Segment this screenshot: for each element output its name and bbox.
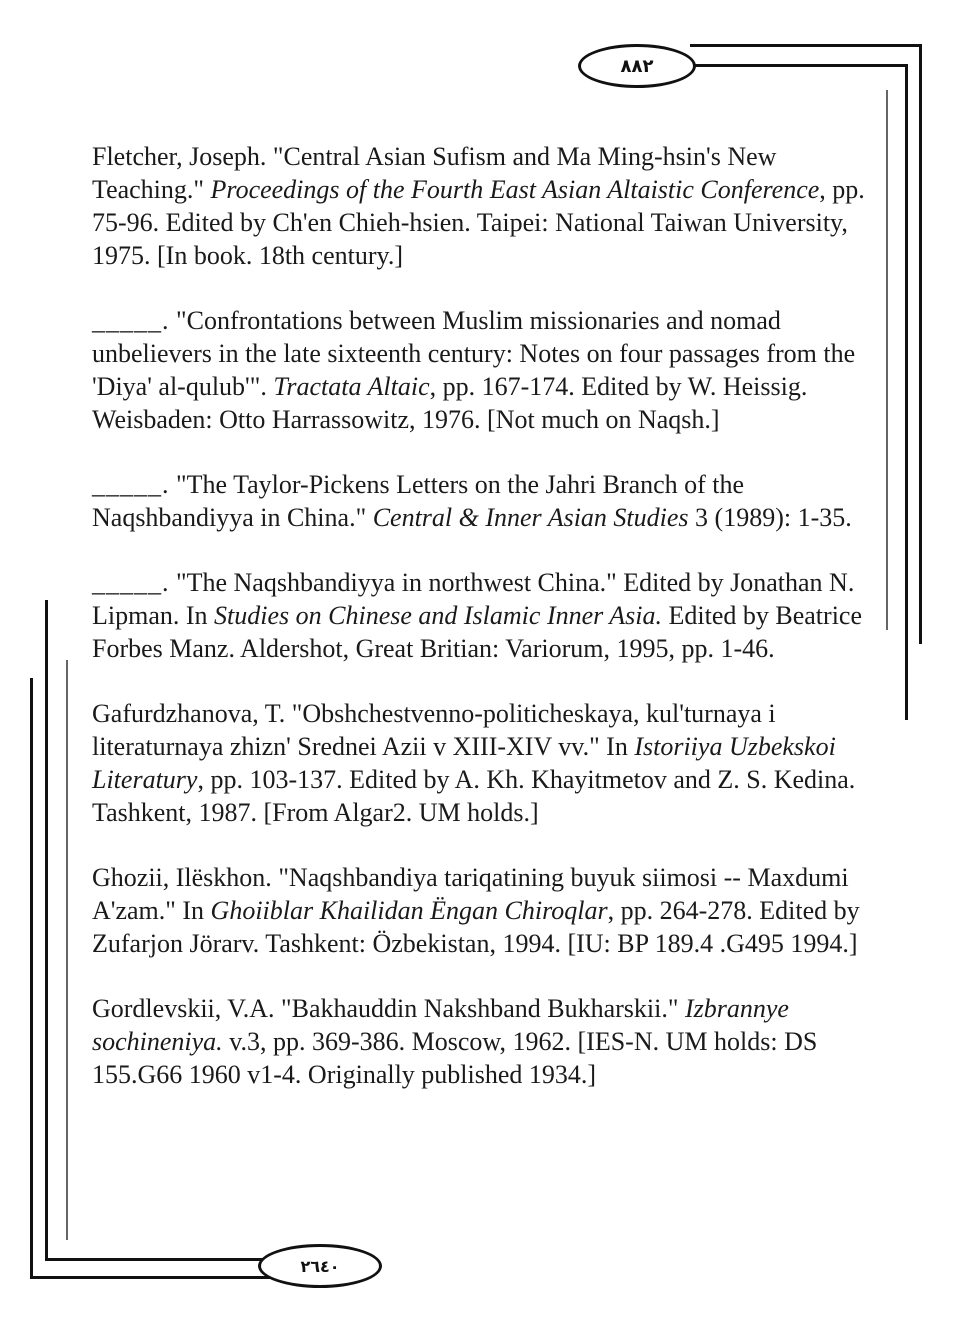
entry-text: "The Taylor-Pickens Letters on the Jahri Branch of the Naqshbandiyya in China."	[92, 470, 745, 532]
entry-text: "Confrontations between Muslim missionaries and nomad unbelievers in the late sixteenth century: Notes on four passages from the 'Diya' al-qulub'".	[92, 306, 856, 401]
entry-title: Izbrannye sochineniya.	[92, 994, 789, 1056]
bib-entry	[92, 861, 892, 960]
bib-entry	[92, 140, 892, 272]
entry-text: "Naqshbandiya tariqatining buyuk siimosi -- Maxdumi A'zam." In	[92, 863, 849, 925]
bibliography-list	[92, 140, 892, 1123]
frame-right-line-outer	[919, 44, 922, 644]
bib-entry	[92, 992, 892, 1091]
frame-left-line-inner	[45, 600, 48, 1260]
entry-text: "The Naqshbandiyya in northwest China." Edited by Jonathan N. Lipman. In	[92, 568, 855, 630]
entry-details: , pp. 264-278. Edited by Zufarjon Jörarv. Tashkent: Özbekistan, 1994. [IU: BP 189.4 .G495 1994.]	[92, 896, 860, 958]
entry-author: Gordlevskii, V.A.	[92, 994, 275, 1023]
entry-title: Studies on Chinese and Islamic Inner Asia.	[214, 601, 663, 630]
top-page-number: ٨٨٢	[578, 44, 696, 88]
entry-author: _____.	[92, 568, 170, 597]
entry-details: , pp. 167-174. Edited by W. Heissig. Weisbaden: Otto Harrassowitz, 1976. [Not much on Naqsh.]	[92, 372, 808, 434]
frame-left-line-outer	[30, 678, 33, 1278]
entry-title: Tractata Altaic	[273, 372, 430, 401]
entry-author: Gafurdzhanova, T.	[92, 699, 286, 728]
entry-author: Ghozii, Ilëskhon.	[92, 863, 272, 892]
bib-entry	[92, 304, 892, 436]
entry-title: Central & Inner Asian Studies	[372, 503, 689, 532]
bib-entry	[92, 468, 892, 534]
entry-details: 3 (1989): 1-35.	[688, 503, 852, 532]
entry-title: Proceedings of the Fourth East Asian Altaistic Conference	[210, 175, 820, 204]
bottom-page-number: ٢٦٤٠	[258, 1244, 382, 1288]
entry-details: v.3, pp. 369-386. Moscow, 1962. [IES-N. UM holds: DS 155.G66 1960 v1-4. Originally published 1934.]	[92, 1027, 818, 1089]
entry-author: Fletcher, Joseph.	[92, 142, 267, 171]
entry-title: Ghoiiblar Khailidan Ëngan Chiroqlar	[210, 896, 608, 925]
frame-left-line-thin	[66, 660, 68, 1240]
entry-text: "Bakhauddin Nakshband Bukharskii."	[274, 994, 685, 1023]
entry-details: , pp. 75-96. Edited by Ch'en Chieh-hsien. Taipei: National Taiwan University, 1975. [In book. 18th century.]	[92, 175, 865, 270]
entry-text: "Obshchestvenno-politicheskaya, kul'turnaya i literaturnaya zhizn' Srednei Azii v XIII-XIV vv." In	[92, 699, 776, 761]
frame-top-line-inner	[690, 64, 908, 67]
bib-entry	[92, 697, 892, 829]
frame-top-line-outer	[690, 44, 922, 47]
entry-title: Istoriiya Uzbekskoi Literatury	[92, 732, 836, 794]
entry-author: _____.	[92, 306, 170, 335]
bib-entry	[92, 566, 892, 665]
entry-text: "Central Asian Sufism and Ma Ming-hsin's New Teaching."	[92, 142, 777, 204]
frame-right-line-inner	[905, 64, 908, 720]
entry-details: , pp. 103-137. Edited by A. Kh. Khayitmetov and Z. S. Kedina. Tashkent, 1987. [From Algar2. UM holds.]	[92, 765, 856, 827]
entry-details: Edited by Beatrice Forbes Manz. Aldershot, Great Britian: Variorum, 1995, pp. 1-46.	[92, 601, 862, 663]
entry-author: _____.	[92, 470, 170, 499]
frame-bottom-line-outer	[30, 1276, 270, 1279]
frame-bottom-line-inner	[45, 1258, 270, 1261]
